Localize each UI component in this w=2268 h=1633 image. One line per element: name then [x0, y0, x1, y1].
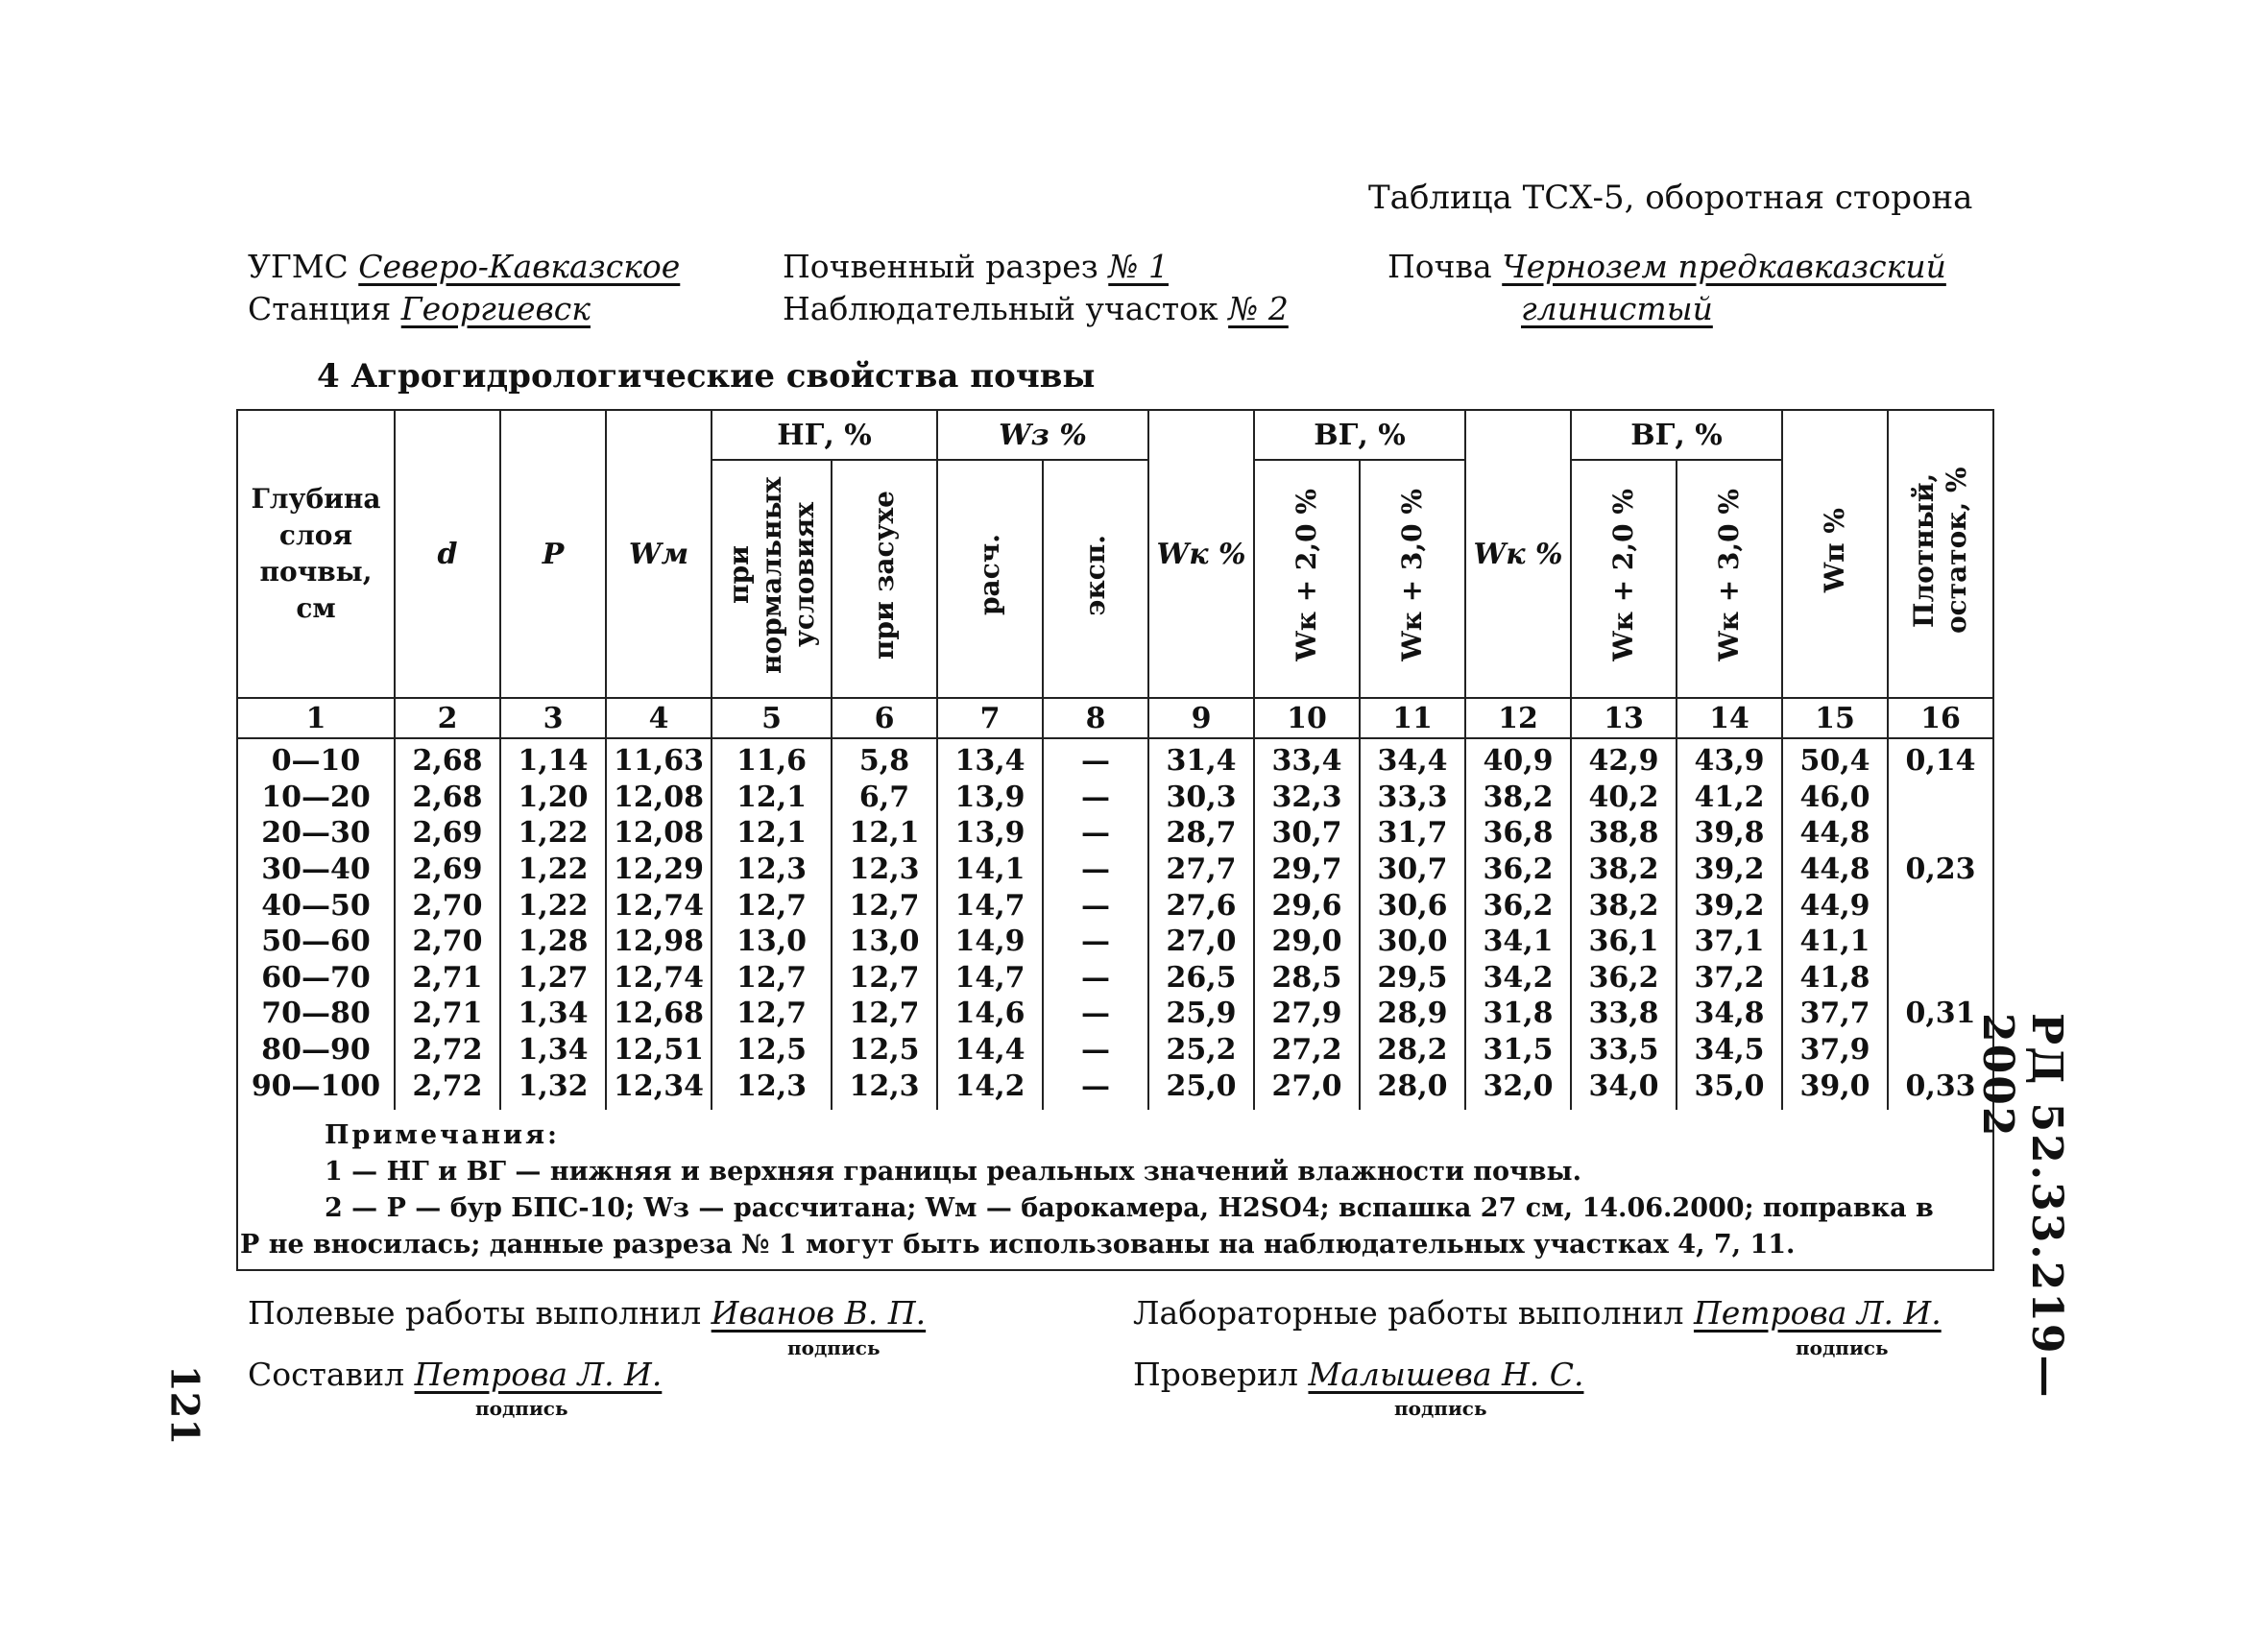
- column-number-cell: 7: [937, 698, 1043, 738]
- table-cell: 27,0: [1148, 924, 1254, 960]
- table-cell: 33,4: [1254, 738, 1360, 780]
- table-cell: 60—70: [237, 960, 395, 997]
- table-cell: 31,4: [1148, 738, 1254, 780]
- table-cell: 37,7: [1782, 996, 1888, 1032]
- column-number-cell: 2: [395, 698, 500, 738]
- table-cell: 37,2: [1677, 960, 1782, 997]
- table-caption: Таблица ТСХ-5, оборотная сторона: [1368, 179, 1973, 217]
- column-number-cell: 16: [1888, 698, 1993, 738]
- col-wp-header: [1782, 410, 1888, 698]
- agrohydro-table: [236, 409, 1994, 1271]
- table-cell: 12,51: [606, 1032, 712, 1069]
- table-cell: 14,6: [937, 996, 1043, 1032]
- soil-section-label: Почвенный разрез: [783, 248, 1098, 285]
- column-number-cell: 4: [606, 698, 712, 738]
- note-2: 2 — P — бур БПС-10; Wз — рассчитана; Wм — барокамера, H2SO4; вспашка 27 см, 14.06.2000; поправка в: [325, 1192, 1934, 1223]
- table-cell: 11,6: [712, 738, 832, 780]
- col-wm-header: Wм: [606, 410, 712, 698]
- table-cell: 12,3: [712, 1068, 832, 1110]
- table-cell: 27,6: [1148, 887, 1254, 924]
- col-vg2-3-header: [1677, 460, 1782, 698]
- note-2-cont: P не вносилась; данные разреза № 1 могут быть использованы на наблюдательных участках 4, 7, 11.: [240, 1229, 1796, 1260]
- table-cell: 27,9: [1254, 996, 1360, 1032]
- table-cell: 29,5: [1360, 960, 1465, 997]
- checked-label: Проверил: [1133, 1356, 1298, 1393]
- col-wz-calc-text: расч.: [974, 534, 1005, 616]
- table-cell: 36,2: [1571, 960, 1677, 997]
- table-cell: 2,72: [395, 1032, 500, 1069]
- table-row: [237, 738, 1993, 780]
- table-cell: 27,7: [1148, 852, 1254, 888]
- table-cell: 13,4: [937, 738, 1043, 780]
- table-cell: 12,74: [606, 887, 712, 924]
- compiled-label: Составил: [248, 1356, 405, 1393]
- table-cell: 30—40: [237, 852, 395, 888]
- table-cell: 34,2: [1465, 960, 1571, 997]
- table-cell: 32,3: [1254, 780, 1360, 816]
- table-cell: 31,5: [1465, 1032, 1571, 1069]
- table-cell: 13,0: [712, 924, 832, 960]
- table-cell: 13,9: [937, 815, 1043, 852]
- col-vg1-2-text: Wк + 2,0 %: [1291, 489, 1322, 661]
- table-cell: —: [1043, 1032, 1148, 1069]
- table-cell: 28,7: [1148, 815, 1254, 852]
- col-wz-exp-header: [1043, 460, 1148, 698]
- table-cell: 36,8: [1465, 815, 1571, 852]
- table-cell: 20—30: [237, 815, 395, 852]
- col-residue-header: [1888, 410, 1993, 698]
- table-cell: 6,7: [832, 780, 937, 816]
- table-cell: —: [1043, 924, 1148, 960]
- table-cell: [1888, 924, 1993, 960]
- table-cell: 32,0: [1465, 1068, 1571, 1110]
- note-1: 1 — НГ и ВГ — нижняя и верхняя границы реальных значений влажности почвы.: [325, 1156, 1582, 1187]
- column-number-cell: 8: [1043, 698, 1148, 738]
- table-cell: 30,0: [1360, 924, 1465, 960]
- station-label: Станция: [248, 290, 392, 327]
- table-cell: 29,6: [1254, 887, 1360, 924]
- table-cell: —: [1043, 960, 1148, 997]
- table-row: [237, 815, 1993, 852]
- table-row: [237, 852, 1993, 888]
- column-number-cell: 11: [1360, 698, 1465, 738]
- table-cell: 33,3: [1360, 780, 1465, 816]
- table-row: [237, 996, 1993, 1032]
- soil-type-value-cont: глинистый: [1521, 290, 1713, 327]
- field-work-name: Иванов В. П.: [711, 1294, 927, 1332]
- soil-section-value: № 1: [1108, 248, 1169, 285]
- table-cell: 12,74: [606, 960, 712, 997]
- group-vg1-header: ВГ, %: [1254, 410, 1465, 460]
- table-cell: 2,68: [395, 738, 500, 780]
- column-number-cell: 13: [1571, 698, 1677, 738]
- table-cell: 44,9: [1782, 887, 1888, 924]
- plot-value: № 2: [1228, 290, 1289, 327]
- ugms-label: УГМС: [248, 248, 349, 285]
- table-cell: 39,8: [1677, 815, 1782, 852]
- column-number-cell: 9: [1148, 698, 1254, 738]
- table-cell: 42,9: [1571, 738, 1677, 780]
- table-cell: 2,69: [395, 815, 500, 852]
- table-cell: 12,34: [606, 1068, 712, 1110]
- table-cell: 70—80: [237, 996, 395, 1032]
- table-cell: 12,1: [712, 780, 832, 816]
- notes-block: [237, 1110, 1993, 1270]
- table-cell: 5,8: [832, 738, 937, 780]
- table-cell: 12,7: [832, 887, 937, 924]
- table-cell: 25,2: [1148, 1032, 1254, 1069]
- table-cell: 36,2: [1465, 852, 1571, 888]
- table-cell: 28,2: [1360, 1032, 1465, 1069]
- col-wz-exp-text: эксп.: [1079, 534, 1111, 616]
- table-cell: 38,2: [1465, 780, 1571, 816]
- column-number-cell: 5: [712, 698, 832, 738]
- table-cell: [1888, 887, 1993, 924]
- column-number-cell: 14: [1677, 698, 1782, 738]
- lab-work-line: [1133, 1294, 1942, 1332]
- table-cell: 28,9: [1360, 996, 1465, 1032]
- col-wz-calc-header: [937, 460, 1043, 698]
- table-row: [237, 1068, 1993, 1110]
- col-vg1-2-header: [1254, 460, 1360, 698]
- col-depth-header: Глубина слоя почвы, см: [237, 410, 395, 698]
- station-line: [248, 290, 591, 327]
- table-cell: 12,7: [832, 960, 937, 997]
- table-cell: 1,22: [500, 852, 606, 888]
- table-cell: 12,29: [606, 852, 712, 888]
- table-row: [237, 780, 1993, 816]
- table-cell: 34,0: [1571, 1068, 1677, 1110]
- table-cell: 2,70: [395, 887, 500, 924]
- table-cell: 0—10: [237, 738, 395, 780]
- soil-type-line: [1387, 248, 1946, 285]
- table-cell: —: [1043, 887, 1148, 924]
- table-cell: 39,2: [1677, 887, 1782, 924]
- table-cell: 33,8: [1571, 996, 1677, 1032]
- table-cell: 12,5: [712, 1032, 832, 1069]
- table-row: [237, 960, 1993, 997]
- table-cell: 12,7: [712, 960, 832, 997]
- table-cell: 2,71: [395, 960, 500, 997]
- table-cell: 2,69: [395, 852, 500, 888]
- table-cell: 0,14: [1888, 738, 1993, 780]
- checked-name: Малышева Н. С.: [1308, 1356, 1584, 1393]
- column-number-cell: 3: [500, 698, 606, 738]
- table-cell: 12,7: [712, 996, 832, 1032]
- table-cell: 12,1: [712, 815, 832, 852]
- table-cell: 30,3: [1148, 780, 1254, 816]
- table-cell: 36,1: [1571, 924, 1677, 960]
- col-wk2-header: Wк %: [1465, 410, 1571, 698]
- table-cell: 1,28: [500, 924, 606, 960]
- table-cell: —: [1043, 1068, 1148, 1110]
- table-cell: 80—90: [237, 1032, 395, 1069]
- table-cell: 39,0: [1782, 1068, 1888, 1110]
- table-cell: 27,2: [1254, 1032, 1360, 1069]
- lab-sign-caption: подпись: [1796, 1336, 1889, 1359]
- table-cell: 2,68: [395, 780, 500, 816]
- soil-type-value: Чернозем предкавказский: [1502, 248, 1946, 285]
- table-cell: 40—50: [237, 887, 395, 924]
- table-cell: 33,5: [1571, 1032, 1677, 1069]
- checked-line: [1133, 1356, 1583, 1393]
- table-cell: 1,32: [500, 1068, 606, 1110]
- table-cell: —: [1043, 852, 1148, 888]
- col-ng-drought-header: [832, 460, 937, 698]
- table-cell: 34,5: [1677, 1032, 1782, 1069]
- col-d-header: d: [395, 410, 500, 698]
- field-sign-caption: подпись: [787, 1336, 881, 1359]
- table-cell: 11,63: [606, 738, 712, 780]
- table-cell: [1888, 780, 1993, 816]
- col-vg2-2-header: [1571, 460, 1677, 698]
- table-cell: 1,27: [500, 960, 606, 997]
- group-ng-header: НГ, %: [712, 410, 937, 460]
- table-cell: 1,20: [500, 780, 606, 816]
- table-cell: 36,2: [1465, 887, 1571, 924]
- table-row: [237, 1032, 1993, 1069]
- table-cell: 41,1: [1782, 924, 1888, 960]
- table-cell: —: [1043, 780, 1148, 816]
- col-ng-drought-text: при засухе: [868, 490, 900, 660]
- table-cell: 29,0: [1254, 924, 1360, 960]
- table-cell: 14,2: [937, 1068, 1043, 1110]
- table-cell: 12,3: [712, 852, 832, 888]
- table-row: [237, 887, 1993, 924]
- column-number-cell: 12: [1465, 698, 1571, 738]
- table-cell: 12,08: [606, 815, 712, 852]
- table-cell: 14,1: [937, 852, 1043, 888]
- col-residue-text: Плотный, остаток, %: [1908, 467, 1972, 634]
- table-cell: [1888, 815, 1993, 852]
- table-cell: 1,22: [500, 887, 606, 924]
- table-cell: —: [1043, 996, 1148, 1032]
- table-cell: 14,7: [937, 960, 1043, 997]
- column-number-cell: 10: [1254, 698, 1360, 738]
- table-cell: 30,7: [1360, 852, 1465, 888]
- table-cell: 12,98: [606, 924, 712, 960]
- table-cell: 38,2: [1571, 887, 1677, 924]
- table-cell: 37,1: [1677, 924, 1782, 960]
- compiled-name: Петрова Л. И.: [414, 1356, 663, 1393]
- table-cell: 14,7: [937, 887, 1043, 924]
- station-value: Георгиевск: [400, 290, 591, 327]
- table-cell: 44,8: [1782, 852, 1888, 888]
- table-cell: 39,2: [1677, 852, 1782, 888]
- group-wz-header: Wз %: [937, 410, 1148, 460]
- notes-title: Примечания:: [325, 1119, 560, 1150]
- table-cell: 2,70: [395, 924, 500, 960]
- column-number-cell: 1: [237, 698, 395, 738]
- table-cell: 14,4: [937, 1032, 1043, 1069]
- document-code: РД 52.33.219—2002: [1973, 1013, 2071, 1400]
- table-cell: 12,5: [832, 1032, 937, 1069]
- table-cell: 41,2: [1677, 780, 1782, 816]
- table-cell: 90—100: [237, 1068, 395, 1110]
- table-cell: 40,9: [1465, 738, 1571, 780]
- table-cell: 12,3: [832, 852, 937, 888]
- col-vg2-2-text: Wк + 2,0 %: [1607, 489, 1639, 661]
- plot-label: Наблюдательный участок: [783, 290, 1218, 327]
- table-cell: 13,9: [937, 780, 1043, 816]
- table-cell: 40,2: [1571, 780, 1677, 816]
- group-vg2-header: ВГ, %: [1571, 410, 1782, 460]
- table-cell: 31,8: [1465, 996, 1571, 1032]
- table-cell: 0,33: [1888, 1068, 1993, 1110]
- table-cell: 12,7: [712, 887, 832, 924]
- table-cell: 37,9: [1782, 1032, 1888, 1069]
- col-ng-normal-text: при нормальных условиях: [722, 476, 820, 674]
- column-number-cell: 15: [1782, 698, 1888, 738]
- checked-sign-caption: подпись: [1394, 1397, 1487, 1420]
- table-cell: 12,08: [606, 780, 712, 816]
- col-ng-normal-header: [712, 460, 832, 698]
- table-cell: 43,9: [1677, 738, 1782, 780]
- col-vg1-3-header: [1360, 460, 1465, 698]
- field-work-label: Полевые работы выполнил: [248, 1294, 702, 1332]
- table-cell: 12,1: [832, 815, 937, 852]
- table-cell: 27,0: [1254, 1068, 1360, 1110]
- ugms-value: Северо-Кавказское: [358, 248, 681, 285]
- table-cell: 0,31: [1888, 996, 1993, 1032]
- col-wk1-header: Wк %: [1148, 410, 1254, 698]
- table-cell: 1,22: [500, 815, 606, 852]
- table-cell: 41,8: [1782, 960, 1888, 997]
- table-cell: 25,0: [1148, 1068, 1254, 1110]
- table-cell: 1,34: [500, 1032, 606, 1069]
- table-cell: 14,9: [937, 924, 1043, 960]
- table-cell: —: [1043, 738, 1148, 780]
- table-cell: 50—60: [237, 924, 395, 960]
- table-cell: 31,7: [1360, 815, 1465, 852]
- table-cell: 12,68: [606, 996, 712, 1032]
- compiled-sign-caption: подпись: [475, 1397, 568, 1420]
- table-cell: 10—20: [237, 780, 395, 816]
- col-p-header: P: [500, 410, 606, 698]
- table-cell: 26,5: [1148, 960, 1254, 997]
- table-cell: 34,4: [1360, 738, 1465, 780]
- col-vg2-3-text: Wк + 3,0 %: [1713, 489, 1745, 661]
- table-cell: 29,7: [1254, 852, 1360, 888]
- table-cell: 30,7: [1254, 815, 1360, 852]
- table-cell: 35,0: [1677, 1068, 1782, 1110]
- table-cell: 25,9: [1148, 996, 1254, 1032]
- table-cell: 1,14: [500, 738, 606, 780]
- table-cell: 38,2: [1571, 852, 1677, 888]
- compiled-line: [248, 1356, 662, 1393]
- field-work-line: [248, 1294, 926, 1332]
- table-row: [237, 924, 1993, 960]
- table-cell: 0,23: [1888, 852, 1993, 888]
- table-cell: 38,8: [1571, 815, 1677, 852]
- table-cell: 30,6: [1360, 887, 1465, 924]
- table-cell: 46,0: [1782, 780, 1888, 816]
- table-cell: [1888, 960, 1993, 997]
- table-cell: 34,8: [1677, 996, 1782, 1032]
- table-cell: 28,5: [1254, 960, 1360, 997]
- col-wp-text: Wп %: [1819, 507, 1850, 593]
- lab-work-label: Лабораторные работы выполнил: [1133, 1294, 1684, 1332]
- table-cell: 2,72: [395, 1068, 500, 1110]
- table-cell: 2,71: [395, 996, 500, 1032]
- column-number-cell: 6: [832, 698, 937, 738]
- soil-section-line: [783, 248, 1169, 285]
- table-cell: 44,8: [1782, 815, 1888, 852]
- column-number-row: [237, 698, 1993, 738]
- table-cell: —: [1043, 815, 1148, 852]
- soil-type-label: Почва: [1387, 248, 1492, 285]
- ugms-line: [248, 248, 680, 285]
- table-cell: 13,0: [832, 924, 937, 960]
- table-cell: 12,3: [832, 1068, 937, 1110]
- table-cell: 34,1: [1465, 924, 1571, 960]
- col-vg1-3-text: Wк + 3,0 %: [1396, 489, 1428, 661]
- table-cell: 1,34: [500, 996, 606, 1032]
- plot-line: [783, 290, 1289, 327]
- lab-work-name: Петрова Л. И.: [1693, 1294, 1942, 1332]
- table-body: [237, 738, 1993, 1110]
- table-cell: 50,4: [1782, 738, 1888, 780]
- page-number: 121: [161, 1364, 207, 1446]
- table-cell: 12,7: [832, 996, 937, 1032]
- table-cell: 28,0: [1360, 1068, 1465, 1110]
- section-title: 4 Агрогидрологические свойства почвы: [317, 357, 1096, 396]
